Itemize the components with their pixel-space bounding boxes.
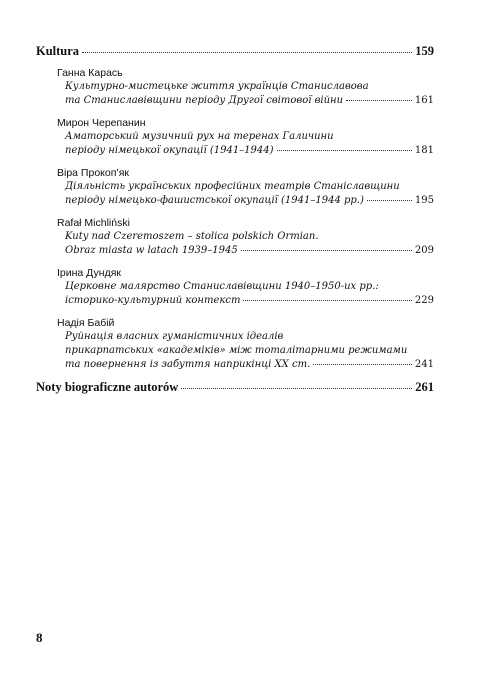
entry-title-line: Аматорський музичний рух на теренах Галичини (65, 131, 334, 142)
entry-title-line: Культурно-мистецьке життя українців Станиславова (65, 81, 369, 92)
entry-title-line: періоду німецької окупації (1941–1944) (65, 145, 274, 156)
entry-page: 181 (414, 145, 434, 156)
entry-page: 209 (414, 245, 434, 256)
entry-title-line: та Станиславівщини періоду Другої світової війни (65, 95, 344, 106)
entry-title-line: та повернення із забуття наприкінці ХХ ст. (65, 359, 311, 370)
dot-leader (241, 249, 412, 251)
dot-leader (277, 149, 412, 151)
section-title: Kultura (36, 44, 80, 58)
toc-entry (57, 166, 434, 208)
entry-author: Rafał Michliński (57, 217, 130, 229)
entry-title-last-line (65, 244, 434, 258)
entry-author: Віра Прокоп’як (57, 167, 130, 179)
dot-leader (367, 199, 412, 201)
entry-title-last-line (65, 358, 434, 372)
toc-entry (57, 316, 434, 372)
entry-title-last-line (65, 144, 434, 158)
entry-title (65, 330, 434, 372)
entry-page: 229 (414, 295, 434, 306)
dot-leader (346, 99, 412, 101)
entry-author: Надія Бабій (57, 317, 115, 329)
entry-title-last-line (65, 294, 434, 308)
entry-title-line: Kuty nad Czeremoszem – stolica polskich Ormian. (65, 231, 319, 242)
entry-author: Ганна Карась (57, 67, 123, 79)
dot-leader (243, 299, 411, 301)
entry-title (65, 130, 434, 158)
entry-title-line: історико-культурний контекст (65, 295, 241, 306)
entry-page: 161 (414, 95, 434, 106)
entry-title (65, 180, 434, 208)
dot-leader (82, 51, 412, 53)
entry-author: Ірина Дундяк (57, 267, 121, 279)
toc-section-noty (36, 380, 434, 395)
entry-title-line: Діяльність українських професійних театрів Станіславщини (65, 181, 400, 192)
entry-title-last-line (65, 94, 434, 108)
entry-title-last-line (65, 194, 434, 208)
entry-title (65, 80, 434, 108)
entry-title-line: Церковне малярство Станиславівщини 1940–1950-их рр.: (65, 281, 379, 292)
page-number: 8 (36, 630, 43, 645)
dot-leader (181, 387, 412, 389)
dot-leader (313, 363, 412, 365)
entry-title-line: періоду німецько-фашистської окупації (1941–1944 рр.) (65, 195, 364, 206)
section-page: 261 (415, 380, 434, 394)
toc-section-kultura (36, 44, 434, 59)
toc-entry (57, 216, 434, 258)
entry-title-line: Obraz miasta w latach 1939–1945 (65, 245, 238, 256)
entry-page: 195 (414, 195, 434, 206)
entry-title (65, 230, 434, 258)
entry-page: 241 (414, 359, 434, 370)
toc-entry (57, 66, 434, 108)
section-title: Noty biograficzne autorów (36, 380, 179, 394)
entry-title-line: прикарпатських «академіків» між тоталітарними режимами (65, 345, 408, 356)
entry-author: Мирон Черепанин (57, 117, 146, 129)
toc-entry (57, 116, 434, 158)
section-page: 159 (415, 44, 434, 58)
entry-title (65, 280, 434, 308)
table-of-contents (36, 44, 434, 395)
toc-entry (57, 266, 434, 308)
entry-title-line: Руйнація власних гуманістичних ідеалів (65, 331, 284, 342)
